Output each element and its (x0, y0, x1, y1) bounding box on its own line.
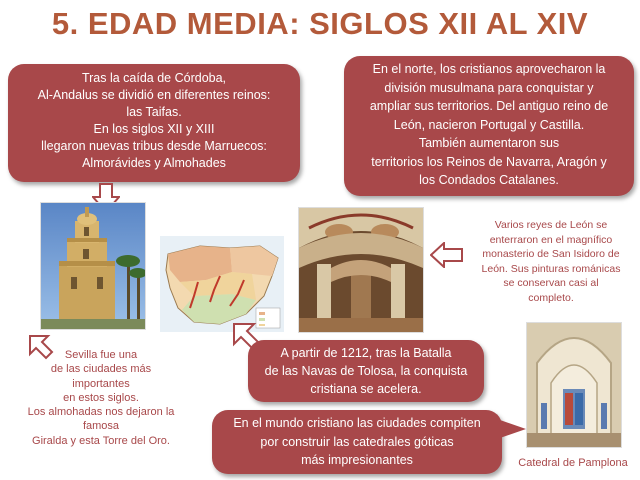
catedrales-line: En el mundo cristiano las ciudades compiten (233, 416, 481, 430)
left-arrow-icon (430, 242, 464, 268)
navas-line: cristiana se acelera. (310, 382, 422, 396)
leon-line: monasterio de San Isidoro de (482, 248, 620, 260)
taifas-line: las Taifas. (126, 105, 182, 119)
leon-line: completo. (528, 291, 574, 304)
norte-line: territorios los Reinos de Navarra, Aragón y (371, 154, 607, 169)
leon-line: enterraron en el magnífico (489, 233, 613, 246)
sevilla-line: importantes (72, 377, 130, 390)
san-isidoro-image (298, 207, 424, 333)
taifas-line: Almorávides y Almohades (82, 156, 226, 170)
taifas-textbox (8, 64, 300, 182)
norte-line: También aumentaron sus (418, 136, 560, 150)
navas-line: A partir de 1212, tras la Batalla (280, 346, 452, 360)
norte-line: En el norte, los cristianos aprovecharon la (372, 62, 606, 76)
leon-line: se conservan casi al (503, 277, 599, 289)
sevilla-line: famosa (82, 420, 120, 433)
norte-line: León, nacieron Portugal y Castilla. (393, 117, 585, 132)
page-title: 5. EDAD MEDIA: SIGLOS XII AL XIV (51, 6, 589, 41)
sevilla-line: Giralda y esta Torre del Oro. (32, 434, 170, 447)
sevilla-line: Los almohadas nos dejaron la (27, 406, 175, 419)
pamplona-caption: Catedral de Pamplona (518, 457, 628, 469)
right-pointer-icon (500, 418, 528, 440)
leon-line: León. Sus pinturas románicas (481, 262, 621, 275)
catedrales-textbox (212, 410, 502, 474)
sevilla-text (10, 348, 192, 448)
sevilla-line: Sevilla fue una (64, 349, 138, 361)
torre-del-oro-image (40, 202, 146, 330)
norte-line: ampliar sus territorios. Del antiguo reino de (369, 99, 609, 113)
norte-textbox (344, 56, 634, 196)
catedral-pamplona-image (526, 322, 622, 448)
taifas-line: llegaron nuevas tribus desde Marruecos: (41, 139, 267, 153)
navas-line: de las Navas de Tolosa, la conquista (264, 364, 468, 378)
navas-textbox (248, 340, 484, 402)
catedrales-line: más impresionantes (301, 453, 413, 467)
leon-text (466, 218, 636, 305)
reconquista-map-image (160, 236, 284, 332)
taifas-line: Al-Andalus se dividió en diferentes reinos: (37, 88, 271, 102)
norte-line: los Condados Catalanes. (419, 173, 559, 187)
taifas-line: En los siglos XII y XIII (93, 122, 215, 136)
sevilla-line: en estos siglos. (63, 391, 139, 404)
leon-line: Varios reyes de León se (494, 219, 608, 231)
sevilla-line: de las ciudades más (50, 363, 152, 376)
norte-line: división musulmana para conquistar y (384, 80, 594, 95)
catedrales-line: por construir las catedrales góticas (260, 434, 454, 449)
taifas-line: Tras la caída de Córdoba, (81, 71, 227, 85)
